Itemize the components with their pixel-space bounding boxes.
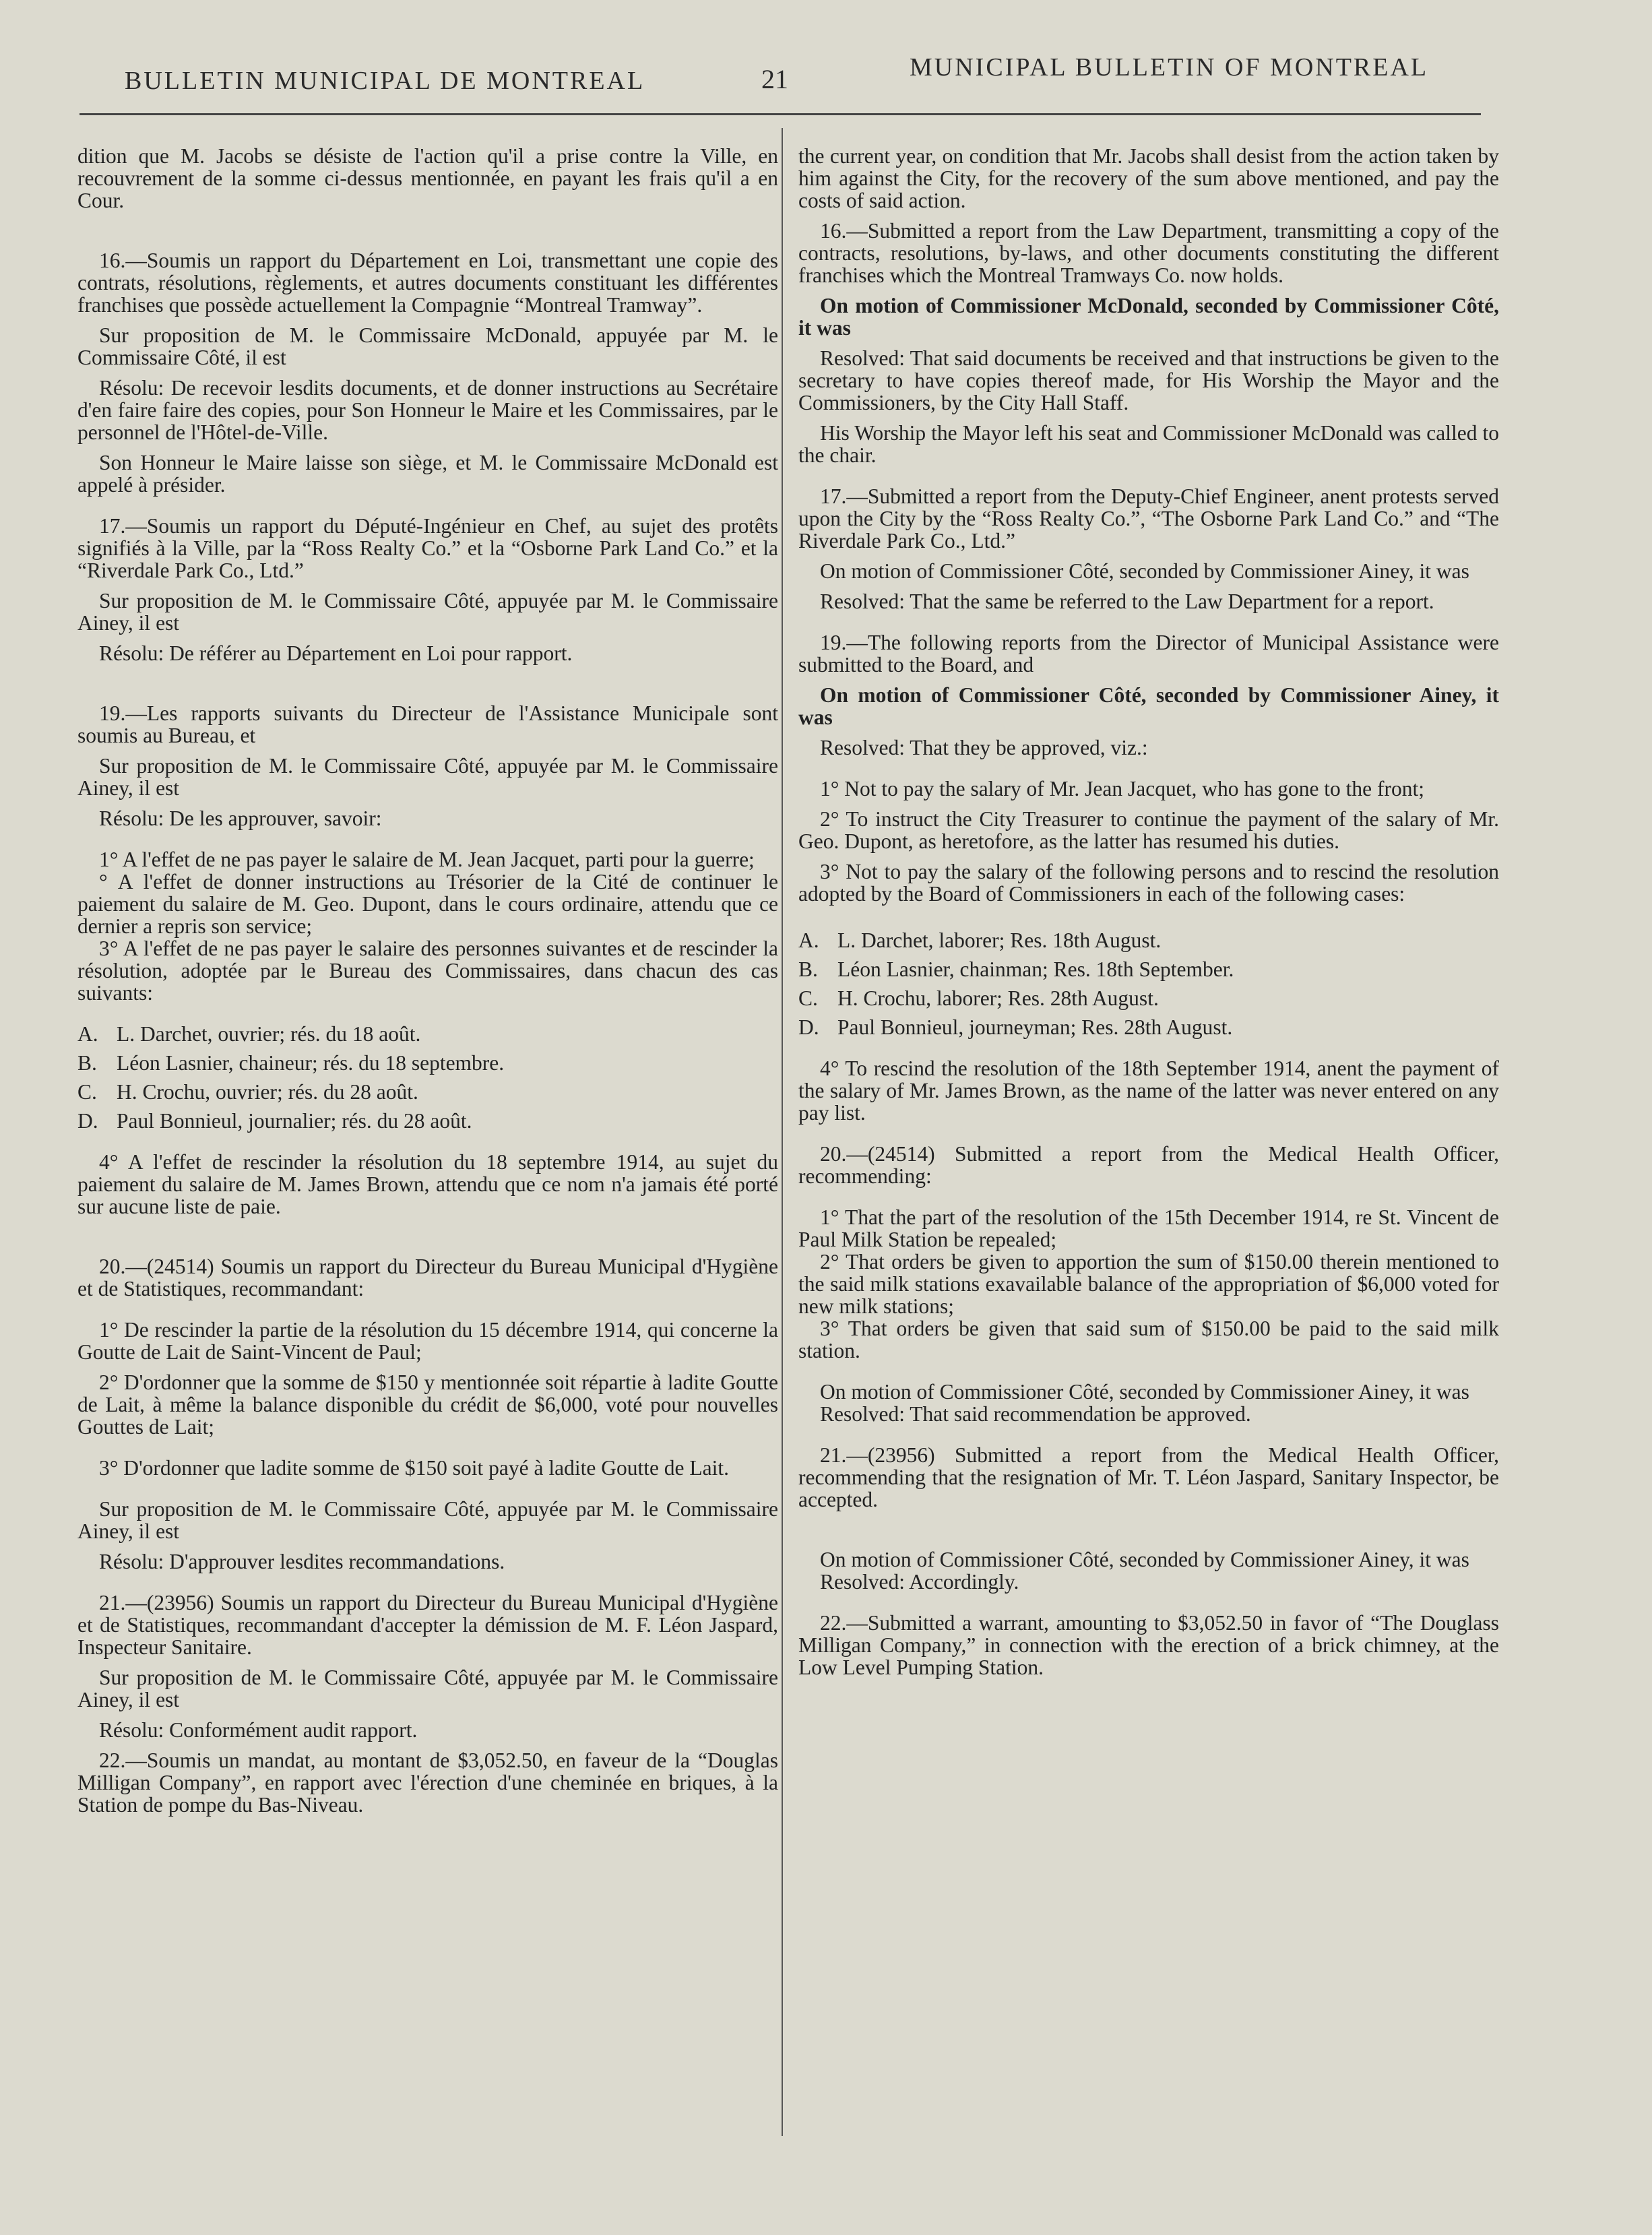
motion: Sur proposition de M. le Commissaire Côté, appuyée par M. le Commissaire Ainey, il est [77, 589, 778, 635]
list-letter: A. [798, 928, 819, 952]
item-17-report: 17.—Submitted a report from the Deputy-Chief Engineer, anent protests served upon the City by the “Ross Realty Co.”, “The Osborne Park Land Co.” and “The Riverdale Park Co., Ltd.” [798, 484, 1499, 553]
item-16-report: 16.—Submitted a report from the Law Department, transmitting a copy of the contracts, resolutions, by-laws, and other documents constituting the different franchises which the Montreal Tramways Co. now holds. [798, 219, 1499, 287]
clause: ° A l'effet de donner instructions au Trésorier de la Cité de continuer le paiement du salaire de M. Geo. Dupont, dans le cours ordinaire, attendu que ce dernier a repris son service; [77, 870, 778, 938]
item-21-report: 21.—(23956) Submitted a report from the Medical Health Officer, recommending that the resignation of Mr. T. Léon Jaspard, Sanitary Inspector, be accepted. [798, 1443, 1499, 1511]
clause: 2° That orders be given to apportion the sum of $150.00 therein mentioned to the said milk stations exavailable balance of the appropriation of $6,000 voted for new milk stations; [798, 1250, 1499, 1318]
clause: 1° Not to pay the salary of Mr. Jean Jacquet, who has gone to the front; [820, 777, 1425, 800]
clause: 1° A l'effet de ne pas payer le salaire de M. Jean Jacquet, parti pour la guerre; [99, 848, 755, 871]
list-item [798, 1016, 1499, 1038]
item-16-report: 16.—Soumis un rapport du Département en Loi, transmettant une copie des contrats, résolutions, règlements, et autres documents constituant les différentes franchises que possède actuellement la Compagnie “Montreal Tramway”. [77, 249, 778, 317]
list-text: Paul Bonnieul, journeyman; Res. 28th August. [837, 1015, 1233, 1039]
list-item [77, 1110, 778, 1132]
resolution: Resolved: That said documents be received and that instructions be given to the secretary to have copies thereof made, for His Worship the Mayor and the Commissioners, by the City Hall Staff. [798, 346, 1499, 414]
list-letter: D. [798, 1015, 819, 1039]
item-22-warrant: 22.—Submitted a warrant, amounting to $3,052.50 in favor of “The Douglass Milligan Company,” in connection with the erection of a brick chimney, at the Low Level Pumping Station. [798, 1611, 1499, 1679]
paragraph: His Worship the Mayor left his seat and Commissioner McDonald was called to the chair. [798, 421, 1499, 467]
item-19-report: 19.—Les rapports suivants du Directeur de l'Assistance Municipale sont soumis au Bureau, et [77, 701, 778, 747]
list-text: Léon Lasnier, chainman; Res. 18th September. [837, 957, 1234, 981]
english-column [798, 145, 1499, 1678]
clause: 3° A l'effet de ne pas payer le salaire des personnes suivantes et de rescinder la résolution, adoptée par le Bureau des Commissaires, dans chacun des cas suivants: [77, 937, 778, 1005]
paragraph: dition que M. Jacobs se désiste de l'action qu'il a prise contre la Ville, en recouvrement de la somme ci-dessus mentionnée, en payant les frais qu'il a en Cour. [77, 144, 778, 212]
resolution: Résolu: De recevoir lesdits documents, et de donner instructions au Secrétaire d'en faire faire des copies, pour Son Honneur le Maire et les Commissaires, par le personnel de l'Hôtel-de-Ville. [77, 376, 778, 444]
list-letter: D. [77, 1109, 98, 1133]
clause: 2° To instruct the City Treasurer to continue the payment of the salary of Mr. Geo. Dupont, as heretofore, as the latter has resumed his duties. [798, 807, 1499, 853]
list-letter: B. [798, 957, 818, 981]
list-text: H. Crochu, laborer; Res. 28th August. [837, 986, 1159, 1010]
resolution: Resolved: That the same be referred to the Law Department for a report. [820, 590, 1434, 613]
clause: 1° De rescinder la partie de la résolution du 15 décembre 1914, qui concerne la Goutte de Lait de Saint-Vincent de Paul; [77, 1318, 778, 1364]
list-text: L. Darchet, ouvrier; rés. du 18 août. [117, 1022, 421, 1046]
resolution: Resolved: Accordingly. [820, 1570, 1019, 1594]
resolution: Résolu: De référer au Département en Loi pour rapport. [99, 641, 573, 665]
clause: 3° Not to pay the salary of the following persons and to rescind the resolution adopted by the Board of Commissioners in each of the following cases: [798, 860, 1499, 906]
item-20-report: 20.—(24514) Submitted a report from the Medical Health Officer, recommending: [798, 1142, 1499, 1188]
resolution: Résolu: Conformément audit rapport. [99, 1718, 418, 1742]
header-title-fr: BULLETIN MUNICIPAL DE MONTREAL [125, 67, 645, 95]
motion: Sur proposition de M. le Commissaire Côté, appuyée par M. le Commissaire Ainey, il est [77, 754, 778, 800]
list-text: L. Darchet, laborer; Res. 18th August. [837, 928, 1162, 952]
clause: 4° To rescind the resolution of the 18th September 1914, anent the payment of the salary of Mr. James Brown, as the name of the latter was never entered on any pay list. [798, 1057, 1499, 1125]
header-title-en: MUNICIPAL BULLETIN OF MONTREAL [910, 53, 1429, 82]
item-21-report: 21.—(23956) Soumis un rapport du Directeur du Bureau Municipal d'Hygiène et de Statistiques, recommandant d'accepter la démission de M. F. Léon Jaspard, Inspecteur Sanitaire. [77, 1591, 778, 1659]
list-item [77, 1081, 778, 1103]
clause: 1° That the part of the resolution of the 15th December 1914, re St. Vincent de Paul Milk Station be repealed; [798, 1205, 1499, 1251]
item-17-report: 17.—Soumis un rapport du Député-Ingénieur en Chef, au sujet des protêts signifiés à la Ville, par la “Ross Realty Co.” et la “Osborne Park Land Co.” et la “Riverdale Park Co., Ltd.” [77, 514, 778, 582]
list-item [77, 1052, 778, 1074]
column-divider [782, 128, 783, 2136]
clause: 3° That orders be given that said sum of $150.00 be paid to the said milk station. [798, 1317, 1499, 1362]
paragraph: Son Honneur le Maire laisse son siège, et M. le Commissaire McDonald est appelé à présider. [77, 451, 778, 497]
resolution: Resolved: That said recommendation be approved. [820, 1402, 1251, 1426]
motion: Sur proposition de M. le Commissaire Côté, appuyée par M. le Commissaire Ainey, il est [77, 1497, 778, 1543]
list-letter: A. [77, 1022, 98, 1046]
motion: On motion of Commissioner Côté, seconded by Commissioner Ainey, it was [798, 683, 1499, 729]
list-text: Paul Bonnieul, journalier; rés. du 28 août. [117, 1109, 472, 1133]
case-list [798, 929, 1499, 1038]
french-column [77, 145, 778, 1816]
motion: On motion of Commissioner McDonald, seconded by Commissioner Côté, it was [798, 294, 1499, 340]
case-list [77, 1023, 778, 1132]
motion: Sur proposition de M. le Commissaire McDonald, appuyée par M. le Commissaire Côté, il est [77, 323, 778, 369]
item-19-report: 19.—The following reports from the Director of Municipal Assistance were submitted to the Board, and [798, 631, 1499, 676]
list-letter: C. [798, 986, 818, 1010]
page-number: 21 [761, 64, 788, 94]
motion: On motion of Commissioner Côté, seconded by Commissioner Ainey, it was [820, 1548, 1469, 1571]
list-item [77, 1023, 778, 1045]
paragraph: the current year, on condition that Mr. Jacobs shall desist from the action taken by him against the City, for the recovery of the sum above mentioned, and pay the costs of said action. [798, 144, 1499, 212]
motion: On motion of Commissioner Côté, seconded by Commissioner Ainey, it was [820, 559, 1469, 583]
page-header [81, 39, 1571, 113]
list-item [798, 958, 1499, 980]
list-item [798, 929, 1499, 951]
item-22-warrant: 22.—Soumis un mandat, au montant de $3,052.50, en faveur de la “Douglas Milligan Company”, en rapport avec l'érection d'une cheminée en briques, à la Station de pompe du Bas-Niveau. [77, 1749, 778, 1817]
header-rule [80, 113, 1481, 115]
motion: Sur proposition de M. le Commissaire Côté, appuyée par M. le Commissaire Ainey, il est [77, 1666, 778, 1711]
resolution: Resolved: That they be approved, viz.: [820, 736, 1148, 759]
item-20-report: 20.—(24514) Soumis un rapport du Directeur du Bureau Municipal d'Hygiène et de Statistiques, recommandant: [77, 1255, 778, 1300]
clause: 4° A l'effet de rescinder la résolution du 18 septembre 1914, au sujet du paiement du salaire de M. James Brown, attendu que ce nom n'a jamais été porté sur aucune liste de paie. [77, 1150, 778, 1218]
resolution: Résolu: De les approuver, savoir: [99, 807, 382, 830]
list-letter: B. [77, 1051, 97, 1075]
list-text: Léon Lasnier, chaineur; rés. du 18 septembre. [117, 1051, 505, 1075]
list-text: H. Crochu, ouvrier; rés. du 28 août. [117, 1080, 418, 1104]
clause: 2° D'ordonner que la somme de $150 y mentionnée soit répartie à ladite Goutte de Lait, à même la balance disponible du crédit de $6,000, voté pour nouvelles Gouttes de Lait; [77, 1371, 778, 1439]
resolution: Résolu: D'approuver lesdites recommandations. [99, 1550, 505, 1573]
motion: On motion of Commissioner Côté, seconded by Commissioner Ainey, it was [820, 1380, 1469, 1404]
list-letter: C. [77, 1080, 97, 1104]
clause: 3° D'ordonner que ladite somme de $150 soit payé à ladite Goutte de Lait. [99, 1456, 730, 1480]
list-item [798, 987, 1499, 1009]
